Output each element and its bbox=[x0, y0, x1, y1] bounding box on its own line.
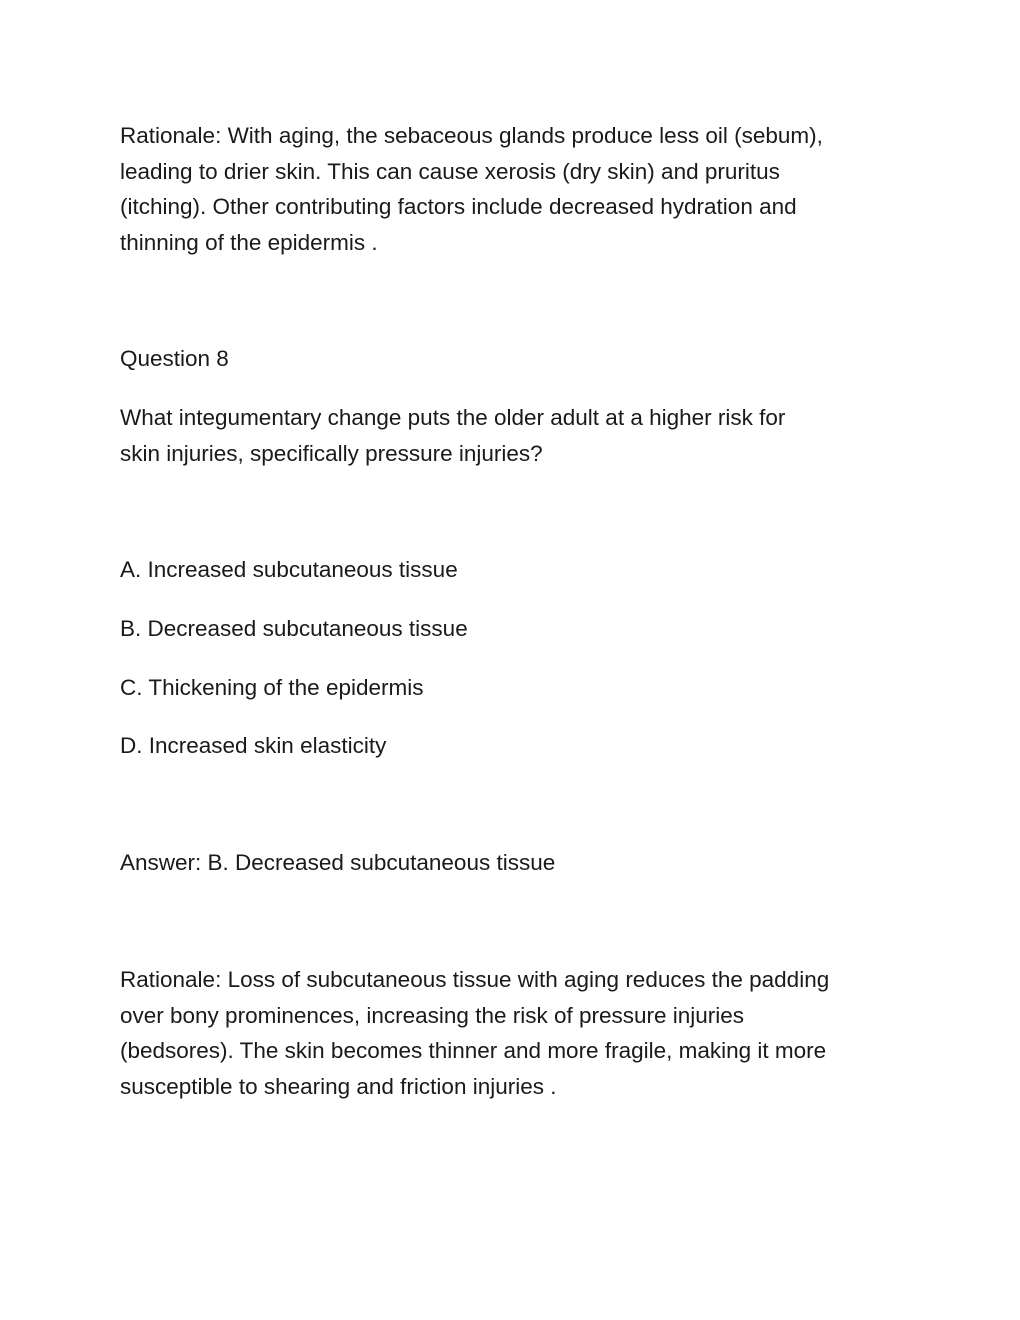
answer-line: Answer: B. Decreased subcutaneous tissue bbox=[120, 850, 556, 875]
rationale-1-line-1: Rationale: With aging, the sebaceous glands produce less oil (sebum), bbox=[120, 123, 823, 148]
question-stem bbox=[120, 400, 910, 471]
rationale-2-line-2: over bony prominences, increasing the risk of pressure injuries bbox=[120, 1002, 745, 1028]
rationale-1-line-2: leading to drier skin. This can cause xerosis (dry skin) and pruritus bbox=[120, 158, 780, 184]
option-b: B. Decreased subcutaneous tissue bbox=[120, 616, 468, 641]
question-stem-line-1: What integumentary change puts the older adult at a higher risk for bbox=[120, 405, 786, 430]
rationale-2-line-4: susceptible to shearing and friction injuries . bbox=[120, 1073, 557, 1099]
option-d: D. Increased skin elasticity bbox=[120, 733, 387, 758]
rationale-paragraph-1 bbox=[120, 118, 910, 260]
rationale-paragraph-2 bbox=[120, 962, 910, 1104]
option-c: C. Thickening of the epidermis bbox=[120, 675, 424, 700]
rationale-1-line-3: (itching). Other contributing factors include decreased hydration and bbox=[120, 194, 797, 219]
question-stem-line-2: skin injuries, specifically pressure injuries? bbox=[120, 440, 543, 466]
rationale-2-line-1: Rationale: Loss of subcutaneous tissue with aging reduces the padding bbox=[120, 967, 830, 992]
option-a: A. Increased subcutaneous tissue bbox=[120, 557, 458, 582]
rationale-1-line-4: thinning of the epidermis . bbox=[120, 229, 378, 255]
rationale-2-line-3: (bedsores). The skin becomes thinner and more fragile, making it more bbox=[120, 1038, 827, 1063]
question-heading: Question 8 bbox=[120, 346, 229, 371]
